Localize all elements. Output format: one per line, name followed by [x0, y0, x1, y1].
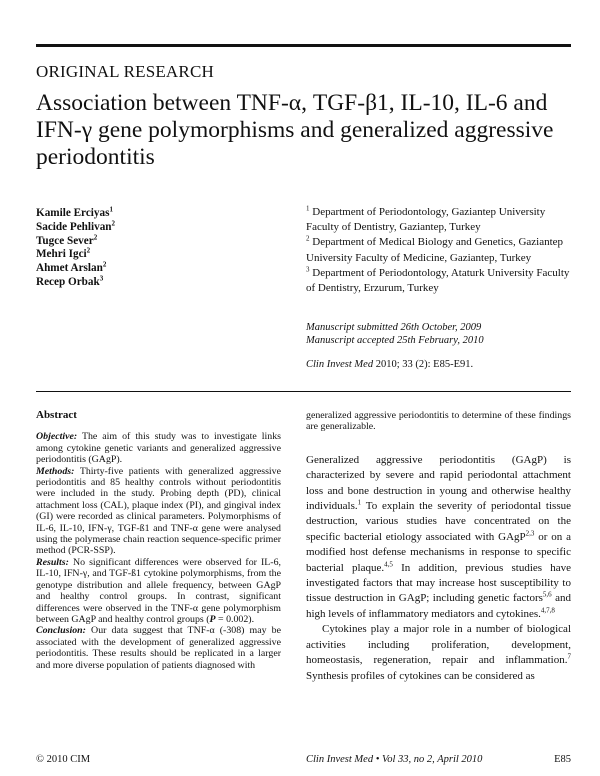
abstract-methods: Methods: Thirty-five patients with generalized aggressive periodontitis and 85 healthy controls without periodontitis were included in the study. Probing depth (PD), clinical attachment loss (CAL), plaque index (PI), and gingival index (GI) were recorded as clinical parameters. Polymorphisms of IL-6, IL-10, IFN-γ, TGF-ß1 and TNF-α gene were analysed using the polymerase chain reaction sequence-specific primer method (PCR-SSP).	[36, 465, 281, 557]
abstract-continuation: generalized aggressive periodontitis to determine of these findings are generalizable.	[306, 410, 571, 433]
page-number: E85	[554, 754, 571, 765]
citation: Clin Invest Med 2010; 33 (2): E85-E91.	[306, 359, 474, 370]
section-label: ORIGINAL RESEARCH	[36, 62, 214, 81]
journal-info: Clin Invest Med • Vol 33, no 2, April 2010	[306, 754, 483, 765]
submitted-date: Manuscript submitted 26th October, 2009	[306, 322, 482, 333]
accepted-date: Manuscript accepted 25th February, 2010	[306, 334, 484, 346]
article-title: Association between TNF-α, TGF-β1, IL-10, IL-6 and IFN-γ gene polymorphisms and generalized aggressive periodontitis	[36, 90, 554, 170]
section-divider	[36, 391, 571, 392]
author-list	[36, 207, 276, 290]
abstract-objective: Objective: The aim of this study was to investigate links among cytokine genetic variants and generalized aggressive periodontitis (GAgP).	[36, 431, 281, 466]
affiliation: $^1$ Department of Periodontology, Gaziantep University Faculty of Dentistry, Gaziantep, Turkey	[306, 204, 546, 234]
author: Tugce Sever$^2$	[36, 232, 98, 247]
author: Recep Orbak$^3$	[36, 274, 104, 288]
body-paragraph: Generalized aggressive periodontitis (GAgP) is characterized by severe and rapid periodontal attachment loss and bone destruction in young and otherwise healthy individuals.$^1$ To explain the severity of periodontal tissue destruction, various studies have concentrated on the specific bacterial etiology associated with GAgP$^{2,3}$ or on a modified host defense mechanisms in response to specific bacterial plaque.$^{4,5}$ In addition, previous studies have investigated factors that may increase host susceptibility to tissue destruction in GAgP; including genetic factors$^{5,6}$ and high levels of inflammatory mediators and cytokines.$^{4,7,8}$	[306, 453, 571, 620]
copyright: © 2010 CIM	[36, 754, 91, 765]
affiliation: $^2$ Department of Medical Biology and Genetics, Gaziantep University Faculty of Medicine, Gaziantep, Turkey	[306, 234, 564, 264]
abstract-results: Results: No significant differences were observed for IL-6, IL-10, IFN-γ, and TGF-ß1 cytokine polymorphisms, from the genotype distribution and allele frequency, between GAgP and healthy control groups. In contrast, significant differences were observed in the TNF-α gene polymorphism between GAgP and healthy control groups (P = 0.002).	[36, 556, 281, 625]
author: Ahmet Arslan$^2$	[36, 260, 107, 275]
abstract-conclusion: Conclusion: Our data suggest that TNF-α (-308) may be associated with the development of generalized aggressive periodontitis. These results should be replicated in a larger and more diverse population of patients diagnosed with	[36, 625, 281, 671]
author: Mehri Igci$^2$	[36, 246, 91, 261]
affiliation: $^3$ Department of Periodontology, Ataturk University Faculty of Dentistry, Erzurum, Turkey	[306, 265, 570, 295]
top-rule	[36, 44, 571, 47]
body-paragraph: Cytokines play a major role in a number of biological activities including proliferation, development, homeostasis, regeneration, repair and inflammation.$^7$ Synthesis profiles of cytokines can be considered as	[306, 623, 571, 682]
page-footer	[306, 754, 571, 765]
abstract-heading: Abstract	[36, 409, 77, 421]
affiliation-list	[306, 205, 576, 296]
body-column	[306, 410, 571, 684]
author: Sacide Pehlivan$^2$	[36, 219, 116, 233]
abstract-column	[36, 410, 281, 671]
manuscript-dates	[306, 322, 576, 348]
author: Kamile Erciyas$^1$	[36, 205, 113, 219]
